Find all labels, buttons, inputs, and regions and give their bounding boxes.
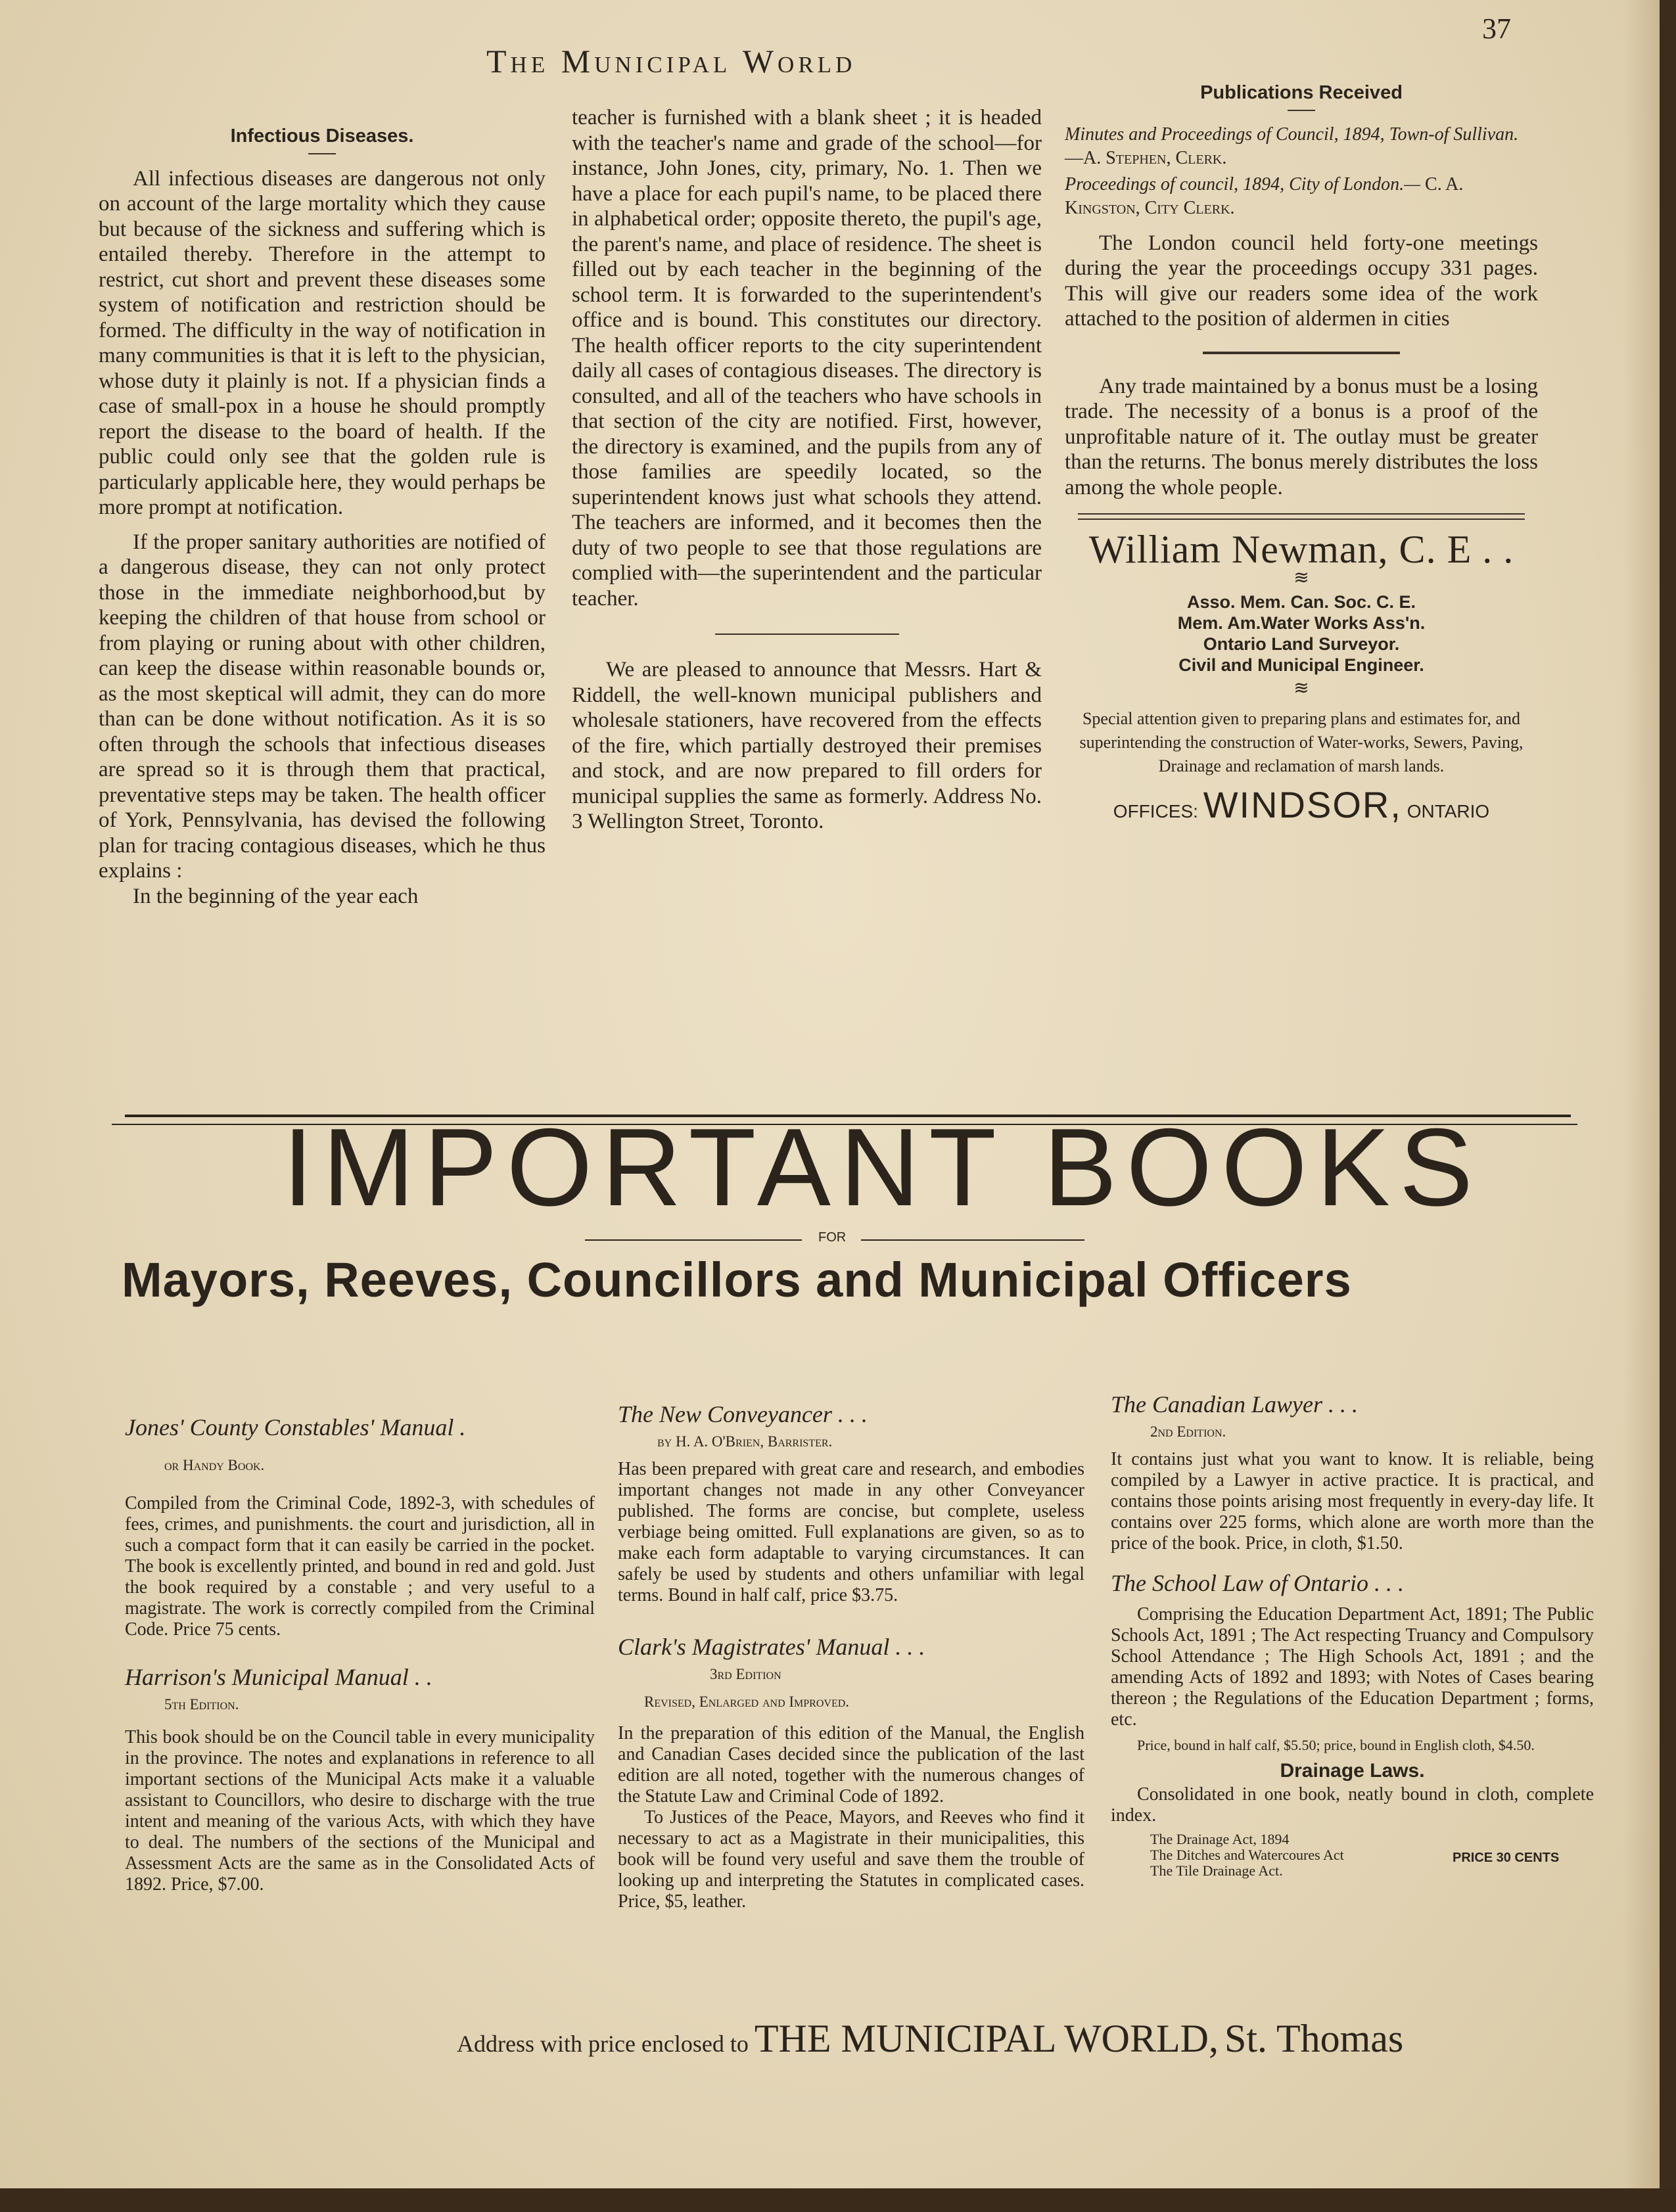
book-column-3 bbox=[1111, 1390, 1594, 1879]
school-law-title: The School Law of Ontario . . . bbox=[1111, 1570, 1405, 1596]
canadian-lawyer-subtitle: 2nd Edition. bbox=[1150, 1423, 1226, 1440]
credential-line: Ontario Land Surveyor. bbox=[1203, 634, 1400, 654]
important-books-title: IMPORTANT BOOKS bbox=[283, 1105, 1482, 1229]
publication-entry-1 bbox=[1065, 123, 1538, 170]
order-address bbox=[457, 2016, 1403, 2062]
double-rule bbox=[1078, 513, 1525, 520]
conveyancer-title: The New Conveyancer . . . bbox=[618, 1401, 868, 1427]
clark-manual-text-2: To Justices of the Peace, Mayors, and Reeves who find it necessary to act as a Magistrate in their municipalities, this book will be found very useful and save them the trouble of looking up and interpreting the Statutes in complicated cases. Price, $5, leather. bbox=[618, 1807, 1084, 1912]
book-column-2 bbox=[618, 1400, 1084, 1912]
offices-province: ONTARIO bbox=[1407, 800, 1490, 821]
offices-city: WINDSOR, bbox=[1203, 783, 1402, 825]
clark-manual-text-1: In the preparation of this edition of the Manual, the English and Canadian Cases decided since the publication of the last edition are all noted, together with the numerous changes of the Statute Law and Criminal Code of 1892. bbox=[618, 1723, 1084, 1807]
wavy-ornament: ≋ bbox=[1293, 567, 1309, 588]
for-rule-right bbox=[861, 1239, 1084, 1241]
page-number: 37 bbox=[1482, 12, 1511, 45]
publication-1-title: Minutes and Proceedings of Council, 1894, Town-of Sullivan. bbox=[1065, 124, 1519, 145]
book-column-1 bbox=[125, 1413, 595, 1895]
london-council-para: The London council held forty-one meetings during the year the proceedings occupy 331 pages. This will give our readers some idea of the work attached to the position of aldermen in cities bbox=[1065, 231, 1538, 331]
column-teacher-directory bbox=[572, 105, 1042, 835]
clark-manual-edition: 3rd Edition bbox=[710, 1666, 781, 1682]
infectious-para-3: In the beginning of the year each bbox=[133, 884, 419, 908]
advert-services: Special attention given to preparing plans and estimates for, and superintending the construction of Water-works, Sewers, Paving, Drainage and reclamation of marsh lands. bbox=[1079, 708, 1524, 775]
address-city: St. Thomas bbox=[1224, 2017, 1404, 2060]
binding-edge bbox=[1660, 0, 1676, 2212]
publication-2-title: Proceedings of council, 1894, City of London.— bbox=[1065, 173, 1421, 195]
publications-heading: Publications Received bbox=[1200, 82, 1403, 103]
jones-manual-title: Jones' County Constables' Manual . bbox=[125, 1414, 466, 1440]
drainage-laws-title: Drainage Laws. bbox=[1280, 1760, 1425, 1782]
column-infectious-diseases bbox=[99, 124, 546, 909]
short-rule bbox=[308, 153, 336, 154]
conveyancer-text: Has been prepared with great care and research, and embodies important changes not made in any other Conveyancer published. The forms are concise, but complete, useless verbiage being omitted. Full explanations are given, so as to make each form adaptable to varying circumstances. It can safely be used by students and others unfamiliar with legal terms. Bound in half calf, price $3.75. bbox=[618, 1459, 1084, 1605]
advert-name: William Newman, C. E . . bbox=[1088, 528, 1514, 571]
school-law-price: Price, bound in half calf, $5.50; price, bound in English cloth, $4.50. bbox=[1137, 1737, 1535, 1753]
canadian-lawyer-text: It contains just what you want to know. It is reliable, being compiled by a Lawyer in active practice. It is practical, and contains those points arising most frequently in every-day life. It contains over 225 forms, which alone are worth more than the price of the book. Price, in cloth, $1.50. bbox=[1111, 1449, 1594, 1554]
books-subtitle: Mayors, Reeves, Councillors and Municipal Officers bbox=[122, 1253, 1352, 1307]
credential-line: Mem. Am.Water Works Ass'n. bbox=[1177, 612, 1426, 633]
credential-line: Civil and Municipal Engineer. bbox=[1178, 655, 1424, 675]
harrison-manual-subtitle: 5th Edition. bbox=[164, 1696, 239, 1713]
wavy-ornament: ≋ bbox=[1293, 678, 1309, 699]
drainage-act-item: The Drainage Act, 1894 bbox=[1150, 1831, 1290, 1847]
bottom-edge bbox=[0, 2188, 1676, 2212]
drainage-laws-text: Consolidated in one book, neatly bound in cloth, complete index. bbox=[1111, 1784, 1594, 1826]
drainage-acts bbox=[1111, 1832, 1594, 1879]
jones-manual-subtitle: or Handy Book. bbox=[164, 1457, 265, 1473]
drainage-price: PRICE 30 CENTS bbox=[1453, 1851, 1560, 1865]
for-label: FOR bbox=[818, 1230, 847, 1245]
separator-rule bbox=[1203, 352, 1400, 354]
clark-manual-title: Clark's Magistrates' Manual . . . bbox=[618, 1634, 925, 1660]
short-rule bbox=[1288, 110, 1315, 111]
separator-rule bbox=[715, 634, 899, 635]
credential-line: Asso. Mem. Can. Soc. C. E. bbox=[1186, 591, 1416, 612]
offices-label: OFFICES: bbox=[1113, 800, 1198, 821]
drainage-act-item: The Tile Drainage Act. bbox=[1150, 1862, 1283, 1879]
masthead: The Municipal World bbox=[486, 43, 856, 80]
address-publisher: THE MUNICIPAL WORLD, bbox=[754, 2017, 1219, 2060]
conveyancer-subtitle: by H. A. O'Brien, Barrister. bbox=[657, 1433, 833, 1450]
publication-2-author: C. A. Kingston, City Clerk. bbox=[1065, 173, 1464, 218]
for-rule-left bbox=[585, 1239, 802, 1241]
drainage-act-item: The Ditches and Watercoures Act bbox=[1150, 1847, 1344, 1863]
advert-credentials bbox=[1065, 591, 1538, 676]
harrison-manual-text: This book should be on the Council table in every municipality in the province. The notes and explanations in reference to all important sections of the Municipal Acts make it a valuable assistant to Councillors, who desire to discharge with the true intent and meaning of the various Acts, with which they have to deal. The numbers of the sections of the Municipal and Assessment Acts are the same as in the Consolidated Acts of 1892. Price, $7.00. bbox=[125, 1727, 595, 1895]
infectious-para-2: If the proper sanitary authorities are notified of a dangerous disease, they can not only protect those in the immediate neighborhood,but by keeping the children of that house from school or from playing or runing about with other children, can keep the disease within reasonable bounds or, as the most skeptical will admit, they can do more than can be done without notification. As it is so often through the schools that infectious diseases are spread so it is through them that practical, preventative steps may be taken. The health officer of York, Pennsylvania, has devised the following plan for tracing contagious diseases, which he thus explains : bbox=[99, 530, 546, 883]
teacher-para: teacher is furnished with a blank sheet ; it is headed with the teacher's name and grade of the school—for instance, John Jones, city, primary, No. 1. Then we have a place for each pupil's name, to be placed there in alphabetical order; opposite thereto, the pupil's age, the parent's name, and place of residence. The sheet is filled out by each teacher in the beginning of the school term. It is forwarded to the superintendent's office and is bound. This constitutes our directory. The health officer reports to the city superintendent daily all cases of contagious diseases. The directory is consulted, and all of the teachers who have schools in that section of the city are notified. First, however, the directory is examined, and the pupils from any of those families are speedily located, so the superintendent knows just what schools they attend. The teachers are informed, and it becomes then the duty of two people to see that those regulations are complied with—the superintendent and the particular teacher. bbox=[572, 106, 1042, 611]
column-publications bbox=[1065, 80, 1538, 824]
school-law-text: Comprising the Education Department Act, 1891; The Public Schools Act, 1891 ; The Act respecting Truancy and Compulsory School Attendance ; The High Schools Act, 1891 ; and the amending Acts of 1892 and 1893; with Notes of Cases bearing thereon ; the Regulations of the Education Department ; forms, etc. bbox=[1111, 1604, 1594, 1730]
publication-entry-2 bbox=[1065, 173, 1538, 220]
harrison-manual-title: Harrison's Municipal Manual . . bbox=[125, 1664, 432, 1690]
infectious-para-1: All infectious diseases are dangerous not only on account of the large mortality which they cause but because of the sickness and suffering which is entailed thereby. Therefore in the attempt to restrict, cut short and prevent these diseases some system of notification and restriction should be formed. The difficulty in the way of notification in many communities is that it is left to the physician, whose duty it plainly is not. If a physician finds a case of small-pox in a house he should promptly report the disease to the board of health. If the public could only see that the golden rule is particularly applicable here, they would perhaps be more prompt at notification. bbox=[99, 166, 546, 519]
publication-1-author: —A. Stephen, Clerk. bbox=[1065, 147, 1227, 168]
advert-offices bbox=[1065, 783, 1538, 825]
hart-riddell-para: We are pleased to announce that Messrs. Hart & Riddell, the well-known municipal publishers and wholesale stationers, have recovered from the effects of the fire, which partially destroyed their premises and stock, and are now prepared to fill orders for municipal supplies the same as formerly. Address No. 3 Wellington Street, Toronto. bbox=[572, 658, 1042, 833]
bonus-para: Any trade maintained by a bonus must be a losing trade. The necessity of a bonus is a proof of the unprofitable nature of it. The outlay must be greater than the returns. The bonus merely distributes the loss among the whole people. bbox=[1065, 374, 1538, 499]
infectious-heading: Infectious Diseases. bbox=[230, 126, 414, 147]
jones-manual-text: Compiled from the Criminal Code, 1892-3, with schedules of fees, crimes, and punishments. the court and jurisdiction, all in such a compact form that it can easily be carried in the pocket. The book is excellently printed, and bound in red and gold. Just the book required by a constable ; and very useful to a magistrate. The work is correctly compiled from the Criminal Code. Price 75 cents. bbox=[125, 1493, 595, 1640]
canadian-lawyer-title: The Canadian Lawyer . . . bbox=[1111, 1391, 1359, 1417]
clark-manual-revised: Revised, Enlarged and Improved. bbox=[644, 1694, 850, 1710]
address-prefix: Address with price enclosed to bbox=[457, 2031, 749, 2057]
page-edge-shadow bbox=[1623, 0, 1660, 2212]
